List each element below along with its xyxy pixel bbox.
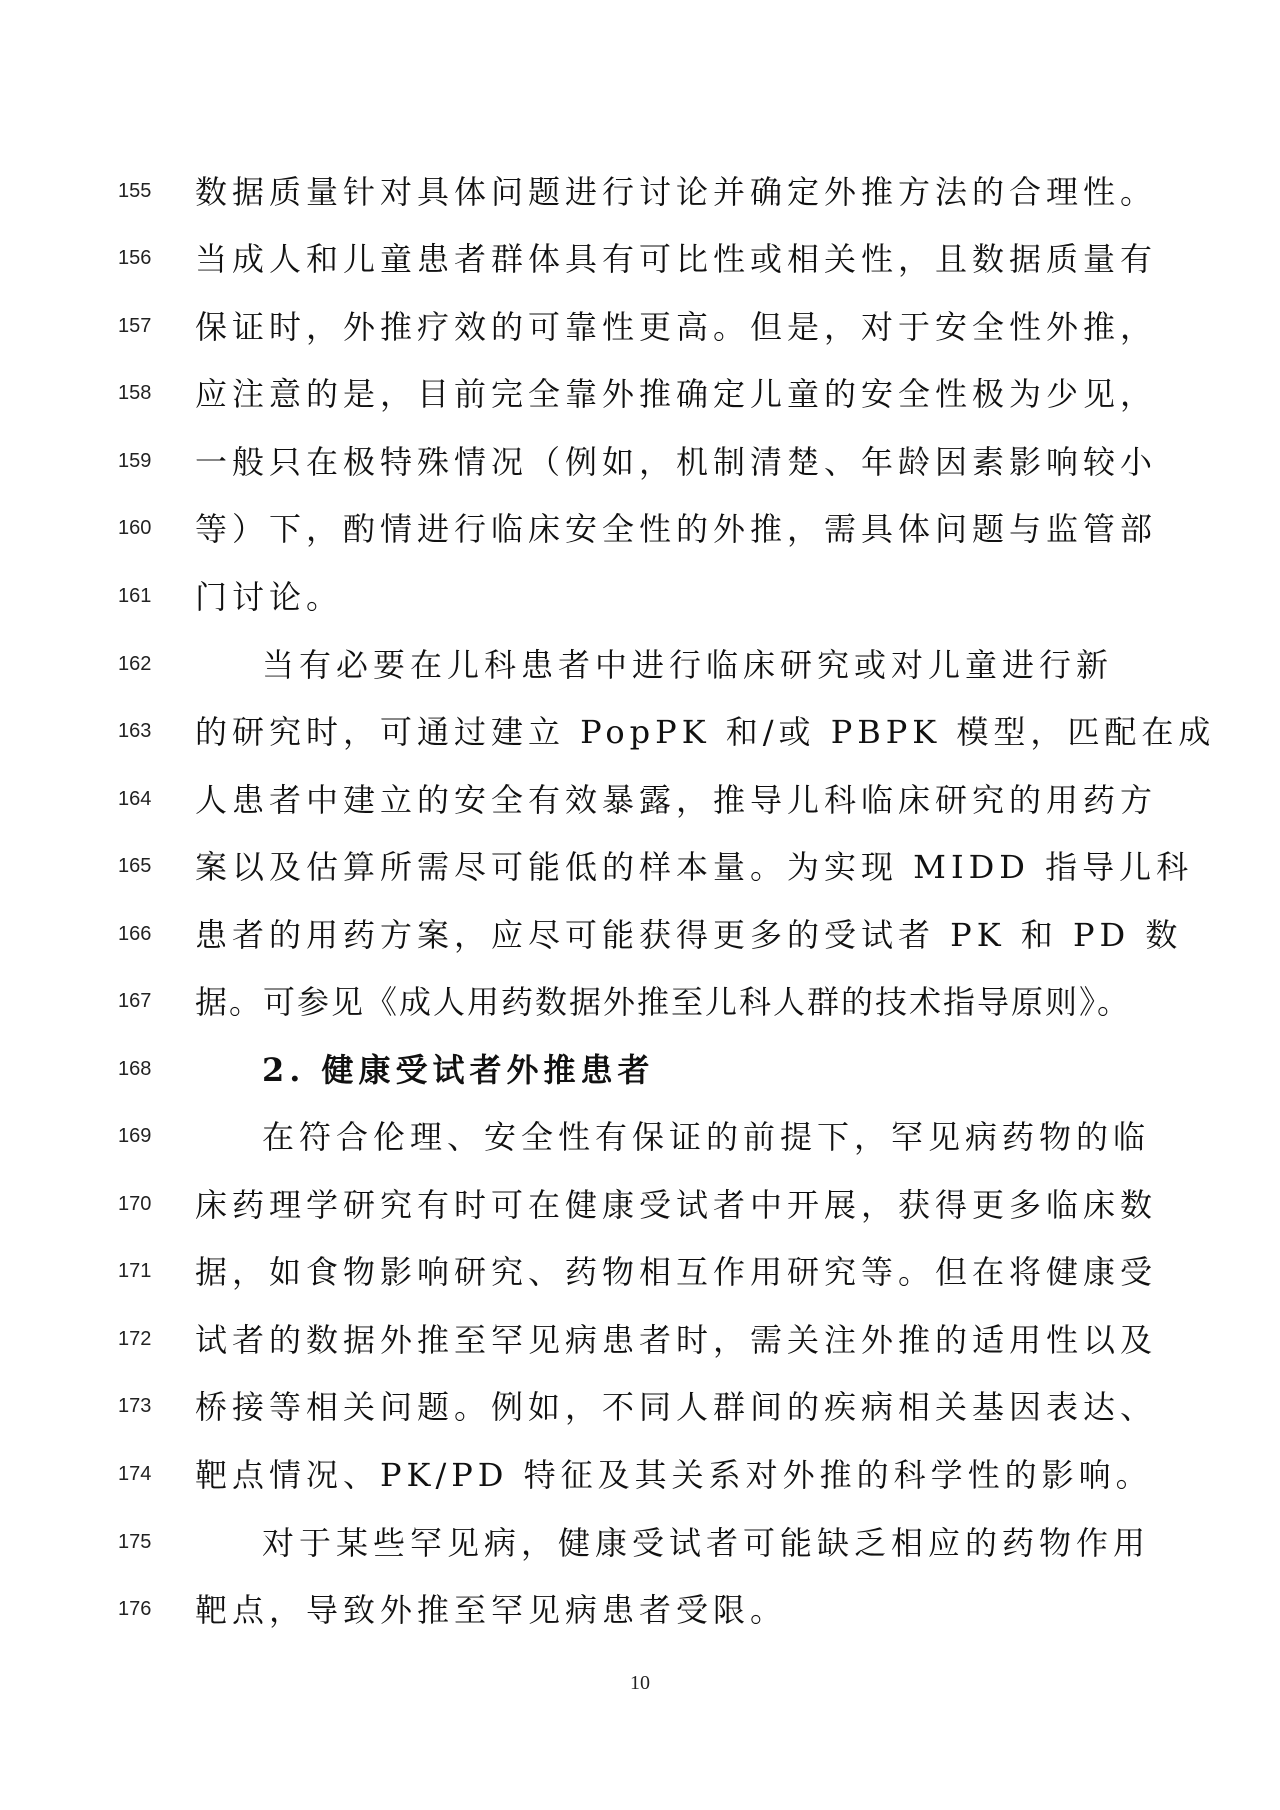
text-line xyxy=(0,1310,1280,1370)
text-line xyxy=(0,297,1280,357)
line-number: 169 xyxy=(118,1125,152,1147)
line-text: 据。可参见《成人用药数据外推至儿科人群的技术指导原则》。 xyxy=(195,983,1132,1021)
line-text: 在符合伦理、安全性有保证的前提下，罕见病药物的临 xyxy=(262,1118,1151,1156)
line-text: 对于某些罕见病，健康受试者可能缺乏相应的药物作用 xyxy=(262,1524,1151,1562)
line-text: 一般只在极特殊情况（例如，机制清楚、年龄因素影响较小 xyxy=(195,443,1158,481)
section-heading-line xyxy=(0,1040,1280,1100)
line-text: 应注意的是，目前完全靠外推确定儿童的安全性极为少见， xyxy=(195,375,1158,413)
text-line xyxy=(0,567,1280,627)
line-number: 168 xyxy=(118,1058,152,1080)
line-number: 161 xyxy=(118,585,152,607)
text-line xyxy=(0,499,1280,559)
line-number: 172 xyxy=(118,1328,152,1350)
line-text: 当成人和儿童患者群体具有可比性或相关性，且数据质量有 xyxy=(195,240,1158,278)
line-number: 165 xyxy=(118,855,152,877)
line-number: 163 xyxy=(118,720,152,742)
line-number: 174 xyxy=(118,1463,152,1485)
text-line xyxy=(0,229,1280,289)
line-text: 床药理学研究有时可在健康受试者中开展，获得更多临床数 xyxy=(195,1186,1158,1224)
line-text: 保证时，外推疗效的可靠性更高。但是，对于安全性外推， xyxy=(195,308,1158,346)
text-line xyxy=(0,1377,1280,1437)
text-line xyxy=(0,770,1280,830)
line-number: 164 xyxy=(118,788,152,810)
text-line xyxy=(0,972,1280,1032)
line-text: 靶点，导致外推至罕见病患者受限。 xyxy=(195,1591,788,1629)
text-line xyxy=(0,905,1280,965)
line-text: 患者的用药方案，应尽可能获得更多的受试者 PK 和 PD 数 xyxy=(195,916,1183,954)
text-line xyxy=(0,1175,1280,1235)
line-number: 155 xyxy=(118,180,152,202)
line-text: 桥接等相关问题。例如，不同人群间的疾病相关基因表达、 xyxy=(195,1388,1158,1426)
line-number: 160 xyxy=(118,517,152,539)
line-text: 据，如食物影响研究、药物相互作用研究等。但在将健康受 xyxy=(195,1253,1158,1291)
text-line xyxy=(0,1242,1280,1302)
text-line xyxy=(0,162,1280,222)
line-number: 166 xyxy=(118,923,152,945)
line-text: 试者的数据外推至罕见病患者时，需关注外推的适用性以及 xyxy=(195,1321,1158,1359)
line-number: 162 xyxy=(118,653,152,675)
text-line xyxy=(0,1580,1280,1640)
line-number: 173 xyxy=(118,1395,152,1417)
line-text: 案以及估算所需尽可能低的样本量。为实现 MIDD 指导儿科 xyxy=(195,848,1194,886)
line-number: 170 xyxy=(118,1193,152,1215)
text-line xyxy=(0,364,1280,424)
text-line xyxy=(0,432,1280,492)
page-number: 10 xyxy=(630,1672,650,1694)
text-line xyxy=(0,635,1280,695)
line-number: 158 xyxy=(118,382,152,404)
text-line xyxy=(0,702,1280,762)
line-text: 的研究时，可通过建立 PopPK 和/或 PBPK 模型，匹配在成 xyxy=(195,713,1216,751)
line-text: 人患者中建立的安全有效暴露，推导儿科临床研究的用药方 xyxy=(195,781,1158,819)
text-line xyxy=(0,1107,1280,1167)
line-number: 159 xyxy=(118,450,152,472)
line-number: 171 xyxy=(118,1260,152,1282)
line-number: 167 xyxy=(118,990,152,1012)
text-line xyxy=(0,1445,1280,1505)
section-heading: 2. 健康受试者外推患者 xyxy=(262,1051,655,1089)
line-text: 数据质量针对具体问题进行讨论并确定外推方法的合理性。 xyxy=(195,173,1158,211)
line-text: 门讨论。 xyxy=(195,578,344,616)
text-line xyxy=(0,837,1280,897)
line-text: 等）下，酌情进行临床安全性的外推，需具体问题与监管部 xyxy=(195,510,1158,548)
line-text: 靶点情况、PK/PD 特征及其关系对外推的科学性的影响。 xyxy=(195,1456,1153,1494)
line-number: 176 xyxy=(118,1598,152,1620)
text-line xyxy=(0,1513,1280,1573)
line-number: 157 xyxy=(118,315,152,337)
line-number: 175 xyxy=(118,1531,152,1553)
line-number: 156 xyxy=(118,247,152,269)
line-text: 当有必要在儿科患者中进行临床研究或对儿童进行新 xyxy=(262,646,1114,684)
